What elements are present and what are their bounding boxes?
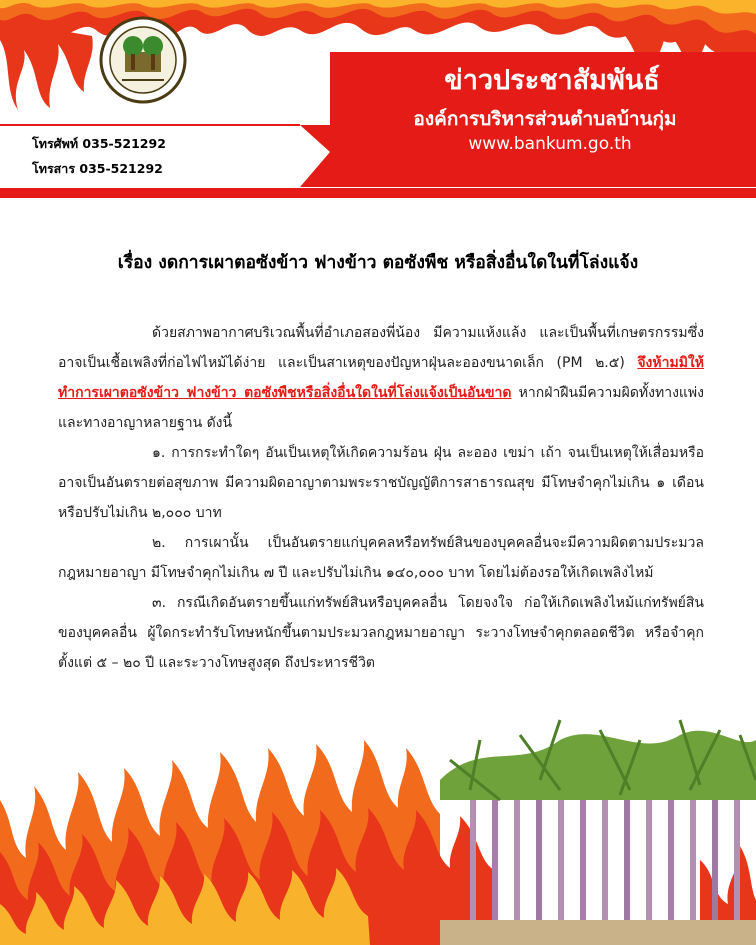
intro-text: ด้วยสภาพอากาศบริเวณพื้นที่อำเภอสองพี่น้อง มีความแห้งแล้ง และเป็นพื้นที่เกษตรกรรมซึ่งอาจเป็นเชื้อเพลิงที่ก่อไฟไหม้ได้ง่าย และเป็นสาเหตุของปัญหาฝุ่นละอองขนาดเล็ก (PM ๒.๕)	[58, 325, 704, 371]
website-link[interactable]: www.bankum.go.th	[468, 134, 632, 154]
item-1-paragraph: ๑. การกระทำใดๆ อันเป็นเหตุให้เกิดความร้อน ฝุ่น ละออง เขม่า เถ้า จนเป็นเหตุให้เสื่อมหรืออาจเป็นอันตรายต่อสุขภาพ มีความผิดอาญาตามพระราชบัญญัติการสาธารณสุข มีโทษจำคุกไม่เกิน ๑ เดือนหรือปรับไม่เกิน ๒,๐๐๐ บาท	[58, 445, 704, 521]
prohibition-warning: จึงห้ามมิให้ทำการเผาตอซังข้าว ฟางข้าว ตอซังพืชหรือสิ่งอื่นใดในที่โล่งแจ้งเป็นอันขาด	[58, 355, 704, 401]
page-title: ข่าวประชาสัมพันธ์	[444, 65, 660, 96]
phone-number: โทรศัพท์ 035-521292	[32, 136, 166, 151]
intro-penalty-text: หากฝ่าฝืนมีความผิดทั้งทางแพ่งและทางอาญาหลายฐาน ดังนี้	[58, 385, 704, 431]
subject-heading: เรื่อง งดการเผาตอซังข้าว ฟางข้าว ตอซังพืช หรือสิ่งอื่นใดในที่โล่งแจ้ง	[117, 253, 639, 273]
item-2-paragraph: ๒. การเผานั้น เป็นอันตรายแก่บุคคลหรือทรัพย์สินของบุคคลอื่นจะมีความผิดตามประมวลกฎหมายอาญา มีโทษจำคุกไม่เกิน ๗ ปี และปรับไม่เกิน ๑๔๐,๐๐๐ บาท โดยไม่ต้องรอให้เกิดเพลิงไหม้	[58, 535, 704, 581]
item-3-paragraph: ๓. กรณีเกิดอันตรายขึ้นแก่ทรัพย์สินหรือบุคคลอื่น โดยจงใจ ก่อให้เกิดเพลิงไหม้แก่ทรัพย์สินของบุคคลอื่น ผู้ใดกระทำรับโทษหนักขึ้นตามประมวลกฎหมายอาญา ระวางโทษจำคุกตลอดชีวิต หรือจำคุกตั้งแต่ ๕ – ๒๐ ปี และระวางโทษสูงสุด ถึงประหารชีวิต	[58, 595, 704, 671]
fax-number: โทรสาร 035-521292	[32, 161, 163, 176]
organization-name: องค์การบริหารส่วนตำบลบ้านกุ่ม	[413, 108, 677, 130]
